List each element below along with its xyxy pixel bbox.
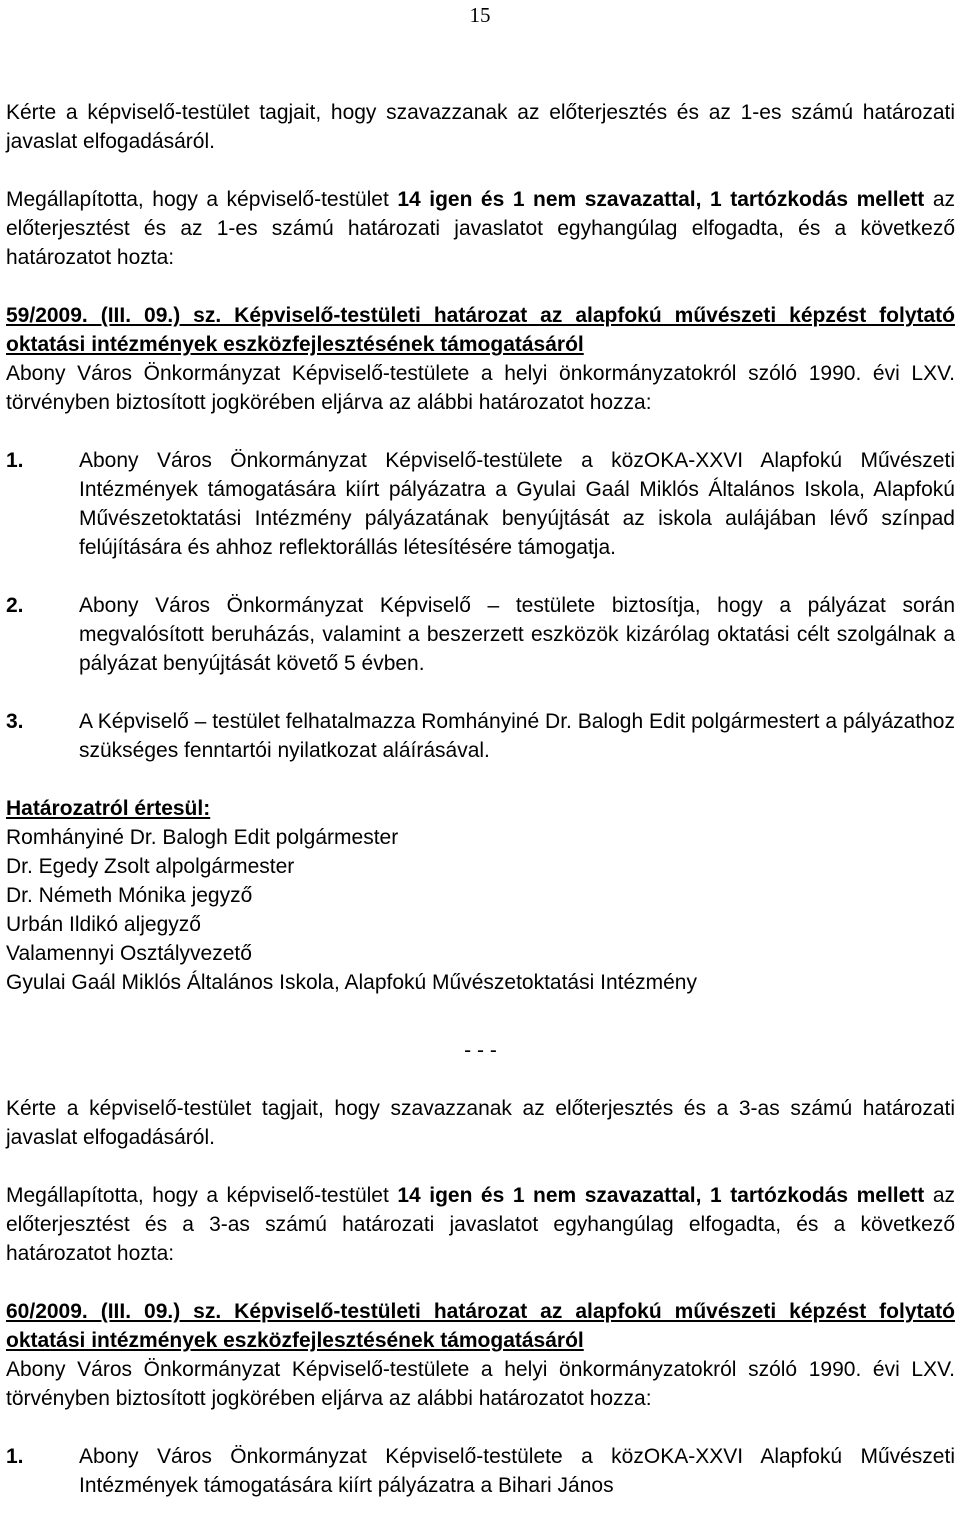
vote-result-2	[6, 1181, 955, 1268]
vote-result-2-post: az előterjesztést és a 3-as számú határozati javaslatot egyhangúlag elfogadta, és a következő határozatot hozta:	[6, 1184, 956, 1265]
resolution-59-item-1	[6, 446, 955, 562]
notify-recipient: Urbán Ildikó aljegyző	[6, 913, 201, 936]
item-number: 1.	[6, 1445, 24, 1468]
resolution-preamble-59: Abony Város Önkormányzat Képviselő-testülete a helyi önkormányzatokról szóló 1990. évi LXV. törvényben biztosított jogkörében eljárva az alábbi határozatot hozza:	[6, 362, 955, 414]
vote-request-1: Kérte a képviselő-testület tagjait, hogy szavazzanak az előterjesztés és az 1-es számú határozati javaslat elfogadásáról.	[6, 101, 955, 153]
vote-request-2: Kérte a képviselő-testület tagjait, hogy szavazzanak az előterjesztés és a 3-as számú határozati javaslat elfogadásáról.	[6, 1097, 955, 1149]
item-number: 2.	[6, 594, 24, 617]
resolution-59-item-2	[6, 591, 955, 678]
document-body	[6, 98, 955, 1500]
notify-recipient: Gyulai Gaál Miklós Általános Iskola, Alapfokú Művészetoktatási Intézmény	[6, 971, 697, 994]
resolution-60-item-1	[6, 1442, 955, 1500]
resolution-title-59-text: 59/2009. (III. 09.) sz. Képviselő-testületi határozat az alapfokú művészeti képzést folytató oktatási intézmények eszközfejlesztésének támogatásáról	[6, 304, 955, 356]
item-number: 3.	[6, 710, 24, 733]
item-text: Abony Város Önkormányzat Képviselő-testülete a közOKA-XXVI Alapfokú Művészeti Intézmények támogatására kiírt pályázatra a Gyulai Gaál Miklós Általános Iskola, Alapfokú Művészetoktatási Intézmény pályázatának benyújtását az iskola aulájában lévő színpad felújítására és ahhoz reflektorállás létesítésére támogatja.	[79, 449, 955, 559]
resolution-title-59	[6, 301, 955, 359]
vote-result-2-counts: 14 igen és 1 nem szavazattal, 1 tartózkodás mellett	[397, 1184, 925, 1207]
notify-recipient: Valamennyi Osztályvezető	[6, 942, 252, 965]
vote-result-1	[6, 185, 955, 272]
vote-result-1-post: az előterjesztést és az 1-es számú határozati javaslatot egyhangúlag elfogadta, és a következő határozatot hozta:	[6, 188, 956, 269]
item-text: Abony Város Önkormányzat Képviselő-testülete a közOKA-XXVI Alapfokú Művészeti Intézmények támogatására kiírt pályázatra a Bihari János	[79, 1445, 955, 1497]
item-number: 1.	[6, 449, 24, 472]
vote-result-1-counts: 14 igen és 1 nem szavazattal, 1 tartózkodás mellett	[397, 188, 925, 211]
resolution-59-item-3	[6, 707, 955, 765]
notify-recipient: Romhányiné Dr. Balogh Edit polgármester	[6, 826, 399, 849]
resolution-title-60-text: 60/2009. (III. 09.) sz. Képviselő-testületi határozat az alapfokú művészeti képzést folytató oktatási intézmények eszközfejlesztésének támogatásáról	[6, 1300, 955, 1352]
section-separator: - - -	[464, 1039, 497, 1062]
vote-result-1-pre: Megállapította, hogy a képviselő-testület	[6, 188, 398, 211]
item-text: Abony Város Önkormányzat Képviselő – testülete biztosítja, hogy a pályázat során megvalósított beruházás, valamint a beszerzett eszközök kizárólag oktatási célt szolgálnak a pályázat benyújtását követő 5 évben.	[79, 594, 955, 675]
notify-recipient: Dr. Egedy Zsolt alpolgármester	[6, 855, 295, 878]
vote-result-2-pre: Megállapította, hogy a képviselő-testület	[6, 1184, 398, 1207]
resolution-title-60	[6, 1297, 955, 1355]
notify-recipient: Dr. Németh Mónika jegyző	[6, 884, 253, 907]
notify-heading-text: Határozatról értesül:	[6, 797, 211, 820]
resolution-preamble-60: Abony Város Önkormányzat Képviselő-testülete a helyi önkormányzatokról szóló 1990. évi LXV. törvényben biztosított jogkörében eljárva az alábbi határozatot hozza:	[6, 1358, 955, 1410]
notify-heading	[6, 794, 955, 823]
page-number: 15	[469, 3, 491, 27]
item-text: A Képviselő – testület felhatalmazza Romhányiné Dr. Balogh Edit polgármestert a pályázathoz szükséges fenntartói nyilatkozat aláírásával.	[79, 710, 955, 762]
